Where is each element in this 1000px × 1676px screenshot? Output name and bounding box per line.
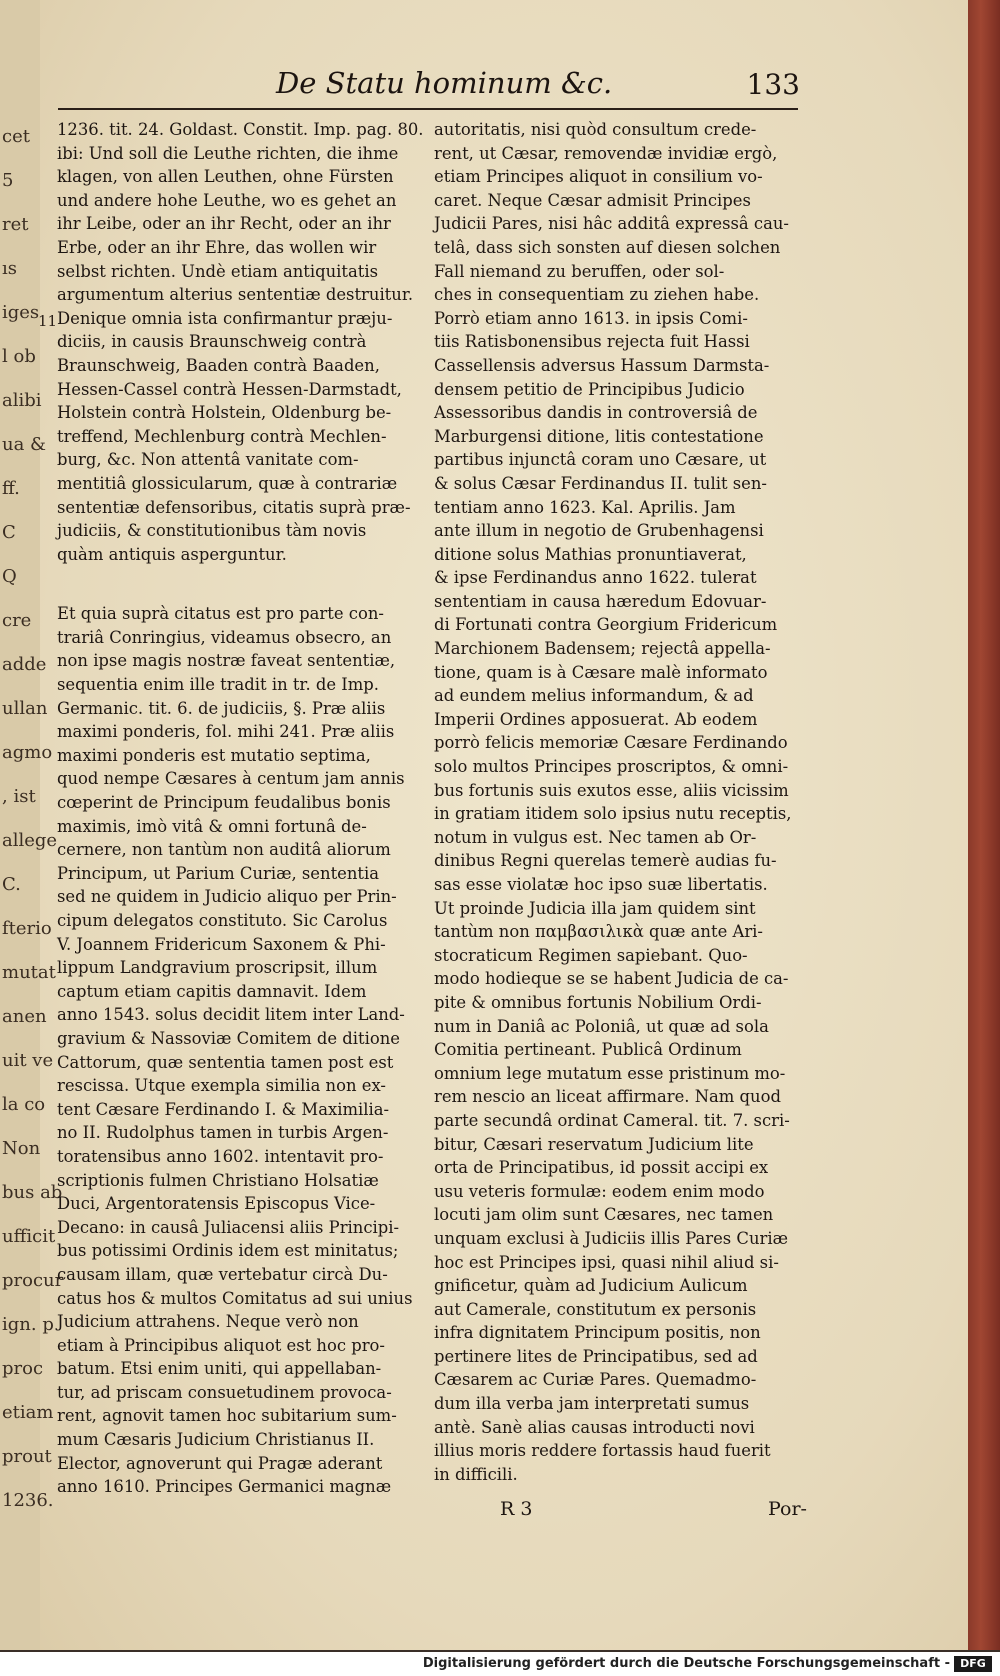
right-text-column (434, 118, 804, 1486)
text-line: pertinere lites de Principatibus, sed ad (434, 1346, 758, 1366)
text-line: tiis Ratisbonensibus rejecta fuit Hassi (434, 332, 750, 352)
text-line: ihr Leibe, oder an ihr Recht, oder an ihr (57, 214, 391, 234)
text-line: trariâ Conringius, videamus obsecro, an (57, 627, 392, 647)
text-line: maximis, imò vitâ & omni fortunâ de- (57, 816, 367, 836)
text-line: maximi ponderis est mutatio septima, (57, 745, 371, 765)
text-line: densem petitio de Principibus Judicio (434, 379, 745, 399)
text-line: toratensibus anno 1602. intentavit pro- (57, 1146, 384, 1166)
text-line: sententiæ defensoribus, citatis suprà præ- (57, 497, 411, 517)
previous-page-fragment: etiam (2, 1402, 54, 1423)
text-line: & solus Cæsar Ferdinandus II. tulit sen- (434, 473, 767, 493)
text-line: Holstein contrà Holstein, Oldenburg be- (57, 403, 392, 423)
text-line: quàm antiquis asperguntur. (57, 544, 287, 564)
text-line: tur, ad priscam consuetudinem provoca- (57, 1382, 392, 1402)
digitization-credit-bar (0, 1652, 1000, 1676)
text-line: bus fortunis suis exutos esse, aliis vicissim (434, 780, 789, 800)
previous-page-fragment: cre (2, 610, 32, 631)
text-line: diciis, in causis Braunschweig contrà (57, 332, 367, 352)
text-line: mentitiâ glossicularum, quæ à contrariæ (57, 473, 398, 493)
previous-page-fragment: proc (2, 1358, 44, 1379)
text-line: dum illa verba jam interpretati sumus (434, 1394, 750, 1414)
text-line: ante illum in negotio de Grubenhagensi (434, 521, 764, 541)
text-line: ditione solus Mathias pronuntiaverat, (434, 544, 747, 564)
previous-page-fragment: cet (2, 126, 30, 147)
text-line: orta de Principatibus, id possit accipi ex (434, 1158, 769, 1178)
text-line: pite & omnibus fortunis Nobilium Ordi- (434, 992, 762, 1012)
text-line: treffend, Mechlenburg contrà Mechlen- (57, 426, 387, 446)
book-page-edges (968, 0, 1000, 1650)
text-line: Judicium attrahens. Neque verò non (57, 1312, 359, 1332)
text-line: dinibus Regni querelas temerè audias fu- (434, 851, 777, 871)
text-line: anno 1543. solus decidit litem inter Land- (57, 1005, 405, 1025)
text-line: Braunschweig, Baaden contrà Baaden, (57, 355, 380, 375)
text-line: Marburgensi ditione, litis contestatione (434, 426, 764, 446)
page-header (240, 66, 800, 110)
text-line: catus hos & multos Comitatus ad sui unius (57, 1288, 413, 1308)
previous-page-fragment: ıs (2, 258, 17, 279)
text-line: in difficili. (434, 1464, 518, 1484)
text-line: Erbe, oder an ihr Ehre, das wollen wir (57, 237, 377, 257)
text-line: notum in vulgus est. Nec tamen ab Or- (434, 827, 757, 847)
text-line: 1236. tit. 24. Goldast. Constit. Imp. pag. 80. (57, 120, 424, 139)
previous-page-fragment: bus ab (2, 1182, 63, 1203)
previous-page-fragment: ullan (2, 698, 48, 719)
previous-page-fragment: C. (2, 874, 21, 895)
page-number: 133 (746, 68, 800, 101)
previous-page-fragment: la co (2, 1094, 46, 1115)
previous-page-fragment: allege (2, 830, 58, 851)
previous-page-fragment: anen (2, 1006, 47, 1027)
text-line: rent, agnovit tamen hoc subitarium sum- (57, 1406, 397, 1426)
text-line: stocraticum Regimen sapiebant. Quo- (434, 945, 748, 965)
text-line: Et quia suprà citatus est pro parte con- (57, 604, 384, 624)
text-line: infra dignitatem Principum positis, non (434, 1323, 761, 1343)
left-text-column (57, 118, 424, 1499)
text-line: aut Camerale, constitutum ex personis (434, 1299, 757, 1319)
paragraph-break (57, 566, 405, 602)
text-line: Fall niemand zu beruffen, oder sol- (434, 261, 725, 281)
text-line: maximi ponderis, fol. mihi 241. Præ aliis (57, 722, 395, 742)
text-line: ches in consequentiam zu ziehen habe. (434, 285, 760, 305)
text-line: locuti jam olim sunt Cæsares, nec tamen (434, 1205, 774, 1225)
text-line: cernere, non tantùm non auditâ aliorum (57, 840, 391, 860)
text-line: Cattorum, quæ sententia tamen post est (57, 1052, 394, 1072)
text-line: mum Cæsaris Judicium Christianus II. (57, 1430, 375, 1450)
previous-page-fragment: Q (2, 566, 17, 587)
text-line: Decano: in causâ Juliacensi aliis Principi- (57, 1217, 400, 1237)
text-line: anno 1610. Principes Germanici magnæ (57, 1477, 392, 1497)
text-line: sequentia enim ille tradit in tr. de Imp. (57, 675, 380, 695)
text-line: burg, &c. Non attentâ vanitate com- (57, 450, 359, 470)
text-line: omnium lege mutatum esse pristinum mo- (434, 1063, 786, 1083)
text-line: sententiam in causa hæredum Edovuar- (434, 591, 767, 611)
text-line: Germanic. tit. 6. de judiciis, §. Præ aliis (57, 698, 386, 718)
text-line: tantùm non παμβασιλικὰ quæ ante Ari- (434, 922, 763, 942)
text-line: sed ne quidem in Judicio aliquo per Prin- (57, 887, 397, 907)
text-line: unquam exclusi à Judiciis illis Pares Curiæ (434, 1228, 788, 1248)
catchword: Por- (768, 1498, 807, 1520)
text-line: tentiam anno 1623. Kal. Aprilis. Jam (434, 497, 736, 517)
previous-page-fragment: iges (2, 302, 40, 323)
previous-page-fragment: l ob (2, 346, 36, 367)
text-line: tione, quam is à Cæsare malè informato (434, 662, 768, 682)
text-line: Ut proinde Judicia illa jam quidem sint (434, 898, 756, 918)
text-line: cœperint de Principum feudalibus bonis (57, 793, 391, 813)
text-line: num in Daniâ ac Poloniâ, ut quæ ad sola (434, 1016, 769, 1036)
text-line: sas esse violatæ hoc ipso suæ libertatis. (434, 875, 768, 894)
text-line: selbst richten. Undè etiam antiquitatis (57, 261, 379, 281)
previous-page-fragment: 5 (2, 170, 14, 191)
text-line: argumentum alterius sententiæ destruitur. (57, 285, 414, 305)
previous-page-fragment: alibi (2, 390, 42, 411)
text-line: gravium & Nassoviæ Comitem de ditione (57, 1028, 400, 1048)
previous-page-fragment: Non (2, 1138, 41, 1159)
previous-page-fragment: agmo (2, 742, 53, 763)
text-line: quod nempe Cæsares à centum jam annis (57, 769, 405, 789)
text-line: Elector, agnoverunt qui Pragæ aderant (57, 1453, 383, 1473)
dfg-logo: DFG (954, 1656, 992, 1672)
text-line: solo multos Principes proscriptos, & omni- (434, 757, 789, 777)
text-line: hoc est Principes ipsi, quasi nihil aliud si- (434, 1252, 779, 1272)
text-line: rent, ut Cæsar, removendæ invidiæ ergò, (434, 143, 778, 163)
text-line: V. Joannem Fridericum Saxonem & Phi- (57, 934, 386, 954)
text-line: judiciis, & constitutionibus tàm novis (57, 521, 367, 541)
text-line: usu veteris formulæ: eodem enim modo (434, 1181, 765, 1201)
previous-page-fragment: mutat (2, 962, 56, 983)
previous-page-fragment: ufficit (2, 1226, 56, 1247)
text-line: Cæsarem ac Curiæ Pares. Quemadmo- (434, 1370, 757, 1390)
text-line: klagen, von allen Leuthen, ohne Fürsten (57, 167, 394, 187)
text-line: etiam Principes aliquot in consilium vo- (434, 167, 763, 187)
margin-paragraph-number: 11 (38, 312, 58, 330)
text-line: captum etiam capitis damnavit. Idem (57, 981, 367, 1001)
text-line: Marchionem Badensem; rejectâ appella- (434, 639, 771, 659)
text-line: partibus injunctâ coram uno Cæsare, ut (434, 450, 767, 470)
text-line: Comitia pertineant. Publicâ Ordinum (434, 1040, 742, 1060)
previous-page-fragment: ret (2, 214, 29, 235)
text-line: tent Cæsare Ferdinando I. & Maximilia- (57, 1099, 390, 1119)
text-line: di Fortunati contra Georgium Fridericum (434, 615, 778, 635)
previous-page-fragment: uit ve (2, 1050, 54, 1071)
text-line: Imperii Ordines apposuerat. Ab eodem (434, 709, 758, 729)
text-line: bitur, Cæsari reservatum Judicium lite (434, 1134, 754, 1154)
text-line: Judicii Pares, nisi hâc additâ expressâ cau- (434, 214, 789, 234)
previous-page-fragment: ign. p (2, 1314, 54, 1335)
text-line: cipum delegatos constituto. Sic Carolus (57, 911, 388, 930)
previous-page-fragment: procur (2, 1270, 64, 1291)
text-line: Cassellensis adversus Hassum Darmsta- (434, 355, 770, 375)
dfg-credit-text: Digitalisierung gefördert durch die Deutsche Forschungsgemeinschaft - (422, 1656, 950, 1671)
text-line: modo hodieque se se habent Judicia de ca- (434, 969, 789, 989)
text-line: no II. Rudolphus tamen in turbis Argen- (57, 1123, 389, 1143)
text-line: Assessoribus dandis in controversiâ de (434, 403, 758, 423)
text-line: Duci, Argentoratensis Episcopus Vice- (57, 1194, 376, 1214)
previous-page-fragment: ff. (2, 478, 20, 499)
text-line: antè. Sanè alias causas introducti novi (434, 1417, 755, 1437)
previous-page-fragment: , ist (2, 786, 36, 807)
text-line: caret. Neque Cæsar admisit Principes (434, 190, 751, 210)
text-line: telâ, dass sich sonsten auf diesen solchen (434, 237, 781, 257)
text-line: Porrò etiam anno 1613. in ipsis Comi- (434, 308, 748, 328)
text-line: in gratiam itidem solo ipsius nutu receptis, (434, 804, 792, 824)
running-title: De Statu hominum &c. (276, 66, 613, 100)
text-line: autoritatis, nisi quòd consultum crede- (434, 120, 757, 139)
previous-page-fragment: prout (2, 1446, 52, 1467)
previous-page-fragment: C (2, 522, 16, 543)
text-line: parte secundâ ordinat Cameral. tit. 7. scri- (434, 1110, 790, 1130)
text-line: ad eundem melius informandum, & ad (434, 686, 754, 706)
text-line: Hessen-Cassel contrà Hessen-Darmstadt, (57, 379, 402, 399)
previous-page-fragment: adde (2, 654, 47, 675)
text-line: lippum Landgravium proscripsit, illum (57, 958, 378, 978)
text-line: causam illam, quæ vertebatur circà Du- (57, 1264, 388, 1284)
text-line: rescissa. Utque exempla similia non ex- (57, 1076, 386, 1096)
text-line: Denique omnia ista confirmantur præju- (57, 308, 393, 328)
text-line: batum. Etsi enim uniti, qui appellaban- (57, 1359, 382, 1379)
text-line: ibi: Und soll die Leuthe richten, die ihme (57, 143, 399, 163)
text-line: gnificetur, quàm ad Judicium Aulicum (434, 1276, 748, 1296)
text-line: illius moris reddere fortassis haud fuerit (434, 1441, 771, 1461)
text-line: porrò felicis memoriæ Cæsare Ferdinando (434, 733, 788, 753)
text-line: scriptionis fulmen Christiano Holsatiæ (57, 1170, 379, 1190)
text-line: und andere hohe Leuthe, wo es gehet an (57, 190, 397, 210)
text-line: rem nescio an liceat affirmare. Nam quod (434, 1087, 781, 1107)
previous-page-fragment: fterio (2, 918, 52, 939)
text-line: etiam à Principibus aliquot est hoc pro- (57, 1335, 385, 1355)
text-line: non ipse magis nostræ faveat sententiæ, (57, 651, 396, 671)
signature-mark: R 3 (500, 1498, 533, 1520)
text-line: Principum, ut Parium Curiæ, sententia (57, 863, 380, 883)
header-rule (58, 108, 798, 110)
previous-page-fragment: 1236. (2, 1490, 54, 1511)
text-line: & ipse Ferdinandus anno 1622. tulerat (434, 568, 757, 588)
previous-page-fragment: ua & (2, 434, 47, 455)
text-line: bus potissimi Ordinis idem est minitatus; (57, 1241, 399, 1261)
